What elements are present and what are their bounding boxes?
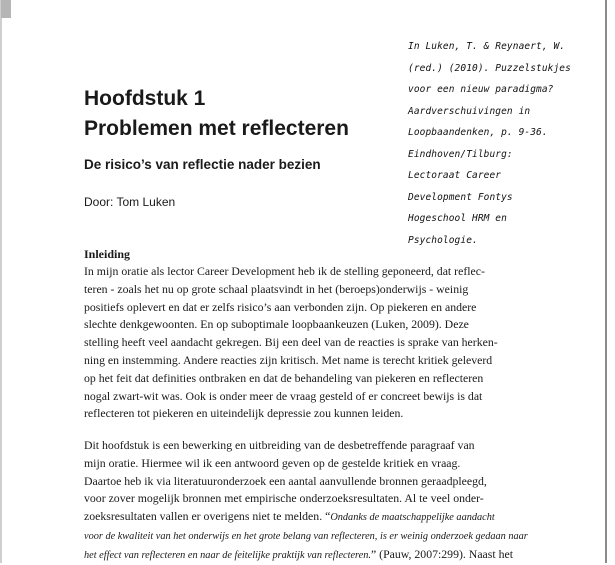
pauw-quote: voor de kwaliteit van het onderwijs en het grote belang van reflecteren, is er weinig onderzoek gedaan naar <box>84 530 528 542</box>
text-line: Dit hoofdstuk is een bewerking en uitbreiding van de desbetreffende paragraaf van <box>84 438 475 452</box>
note-line: (red.) (2010). Puzzelstukjes <box>408 62 571 74</box>
note-line: Hogeschool HRM en <box>408 213 507 224</box>
pauw-quote: het effect van reflecteren en naar de feitelijke praktijk van reflecteren. <box>84 549 371 561</box>
author-line: Door: Tom Luken <box>84 195 176 209</box>
note-line: In Luken, T. & Reynaert, W. <box>408 41 566 52</box>
text-line <box>84 508 524 527</box>
text-line: stelling heeft veel aandacht gekregen. Bij een deel van de reacties is sprake van herken- <box>84 335 498 350</box>
page-corner-mark <box>1 0 11 18</box>
note-line: Development Fontys <box>408 191 513 203</box>
note-line: Loopbaandenken, p. 9-36. <box>408 127 548 138</box>
paragraph-intro <box>84 263 524 423</box>
text-line <box>84 546 524 565</box>
section-heading: Inleiding <box>84 247 131 261</box>
chapter-title <box>84 84 414 144</box>
pauw-quote: Ondanks de maatschappelijke aandacht <box>330 512 495 524</box>
citation-run: ” (Pauw, 2007:299). Naast het <box>370 546 514 561</box>
chapter-subtitle: De risico’s van reflectie nader bezien <box>84 157 321 172</box>
note-line: voor een nieuw paradigma? <box>408 84 554 95</box>
note-line: Lectoraat Career <box>408 170 502 181</box>
text-line: voor zover mogelijk bronnen met empirische onderzoeksresultaten. Al te veel onder- <box>84 491 484 506</box>
text-line: reflecteren tot piekeren en uiteindelijk depressie zou kunnen leiden. <box>84 406 404 421</box>
note-line: Psychologie. <box>408 234 478 246</box>
page-edge-right <box>605 0 607 563</box>
text-line: positiefs oplevert en dat er zelfs risico’s aan verbonden zijn. Op piekeren en andere <box>84 299 477 314</box>
text-line: op het feit dat definities ontbraken en dat de behandeling van piekeren en reflecteren <box>84 370 484 385</box>
text-line: Daartoe heb ik via literatuuronderzoek een aantal aanvullende bronnen geraadpleegd, <box>84 473 487 488</box>
text-line: slechte denkgewoonten. En op suboptimale loopbaankeuzen (Luken, 2009). Deze <box>84 317 469 332</box>
text-line: mijn oratie. Hiermee wil ik een antwoord geven op de gestelde kritiek en vraag. <box>84 455 461 470</box>
page-edge-left <box>0 0 2 563</box>
text-line: ning en instemming. Andere reacties zijn kritisch. Met name is terecht kritiek geleverd <box>84 352 493 367</box>
text-line: In mijn oratie als lector Career Development heb ik de stelling geponeerd, dat reflec- <box>84 264 485 278</box>
text-line: teren - zoals het nu op grote schaal plaatsvindt in het (beroeps)onderwijs - weinig <box>84 281 469 296</box>
text-line <box>84 527 528 546</box>
note-line: Eindhoven/Tilburg: <box>408 148 513 160</box>
text-line: nogal zwart-wit was. Ook is onder meer de vraag gesteld of er concreet bewijs is dat <box>84 388 483 403</box>
chapter-number: Hoofdstuk 1 <box>84 87 206 110</box>
note-line: Aardverschuivingen in <box>408 105 531 117</box>
chapter-name: Problemen met reflecteren <box>84 117 349 140</box>
paragraph-chapter-purpose <box>84 437 528 565</box>
text-run: zoeksresultaten vallen er overigens niet te melden. “ <box>84 509 331 524</box>
handwritten-citation-note <box>408 36 598 251</box>
